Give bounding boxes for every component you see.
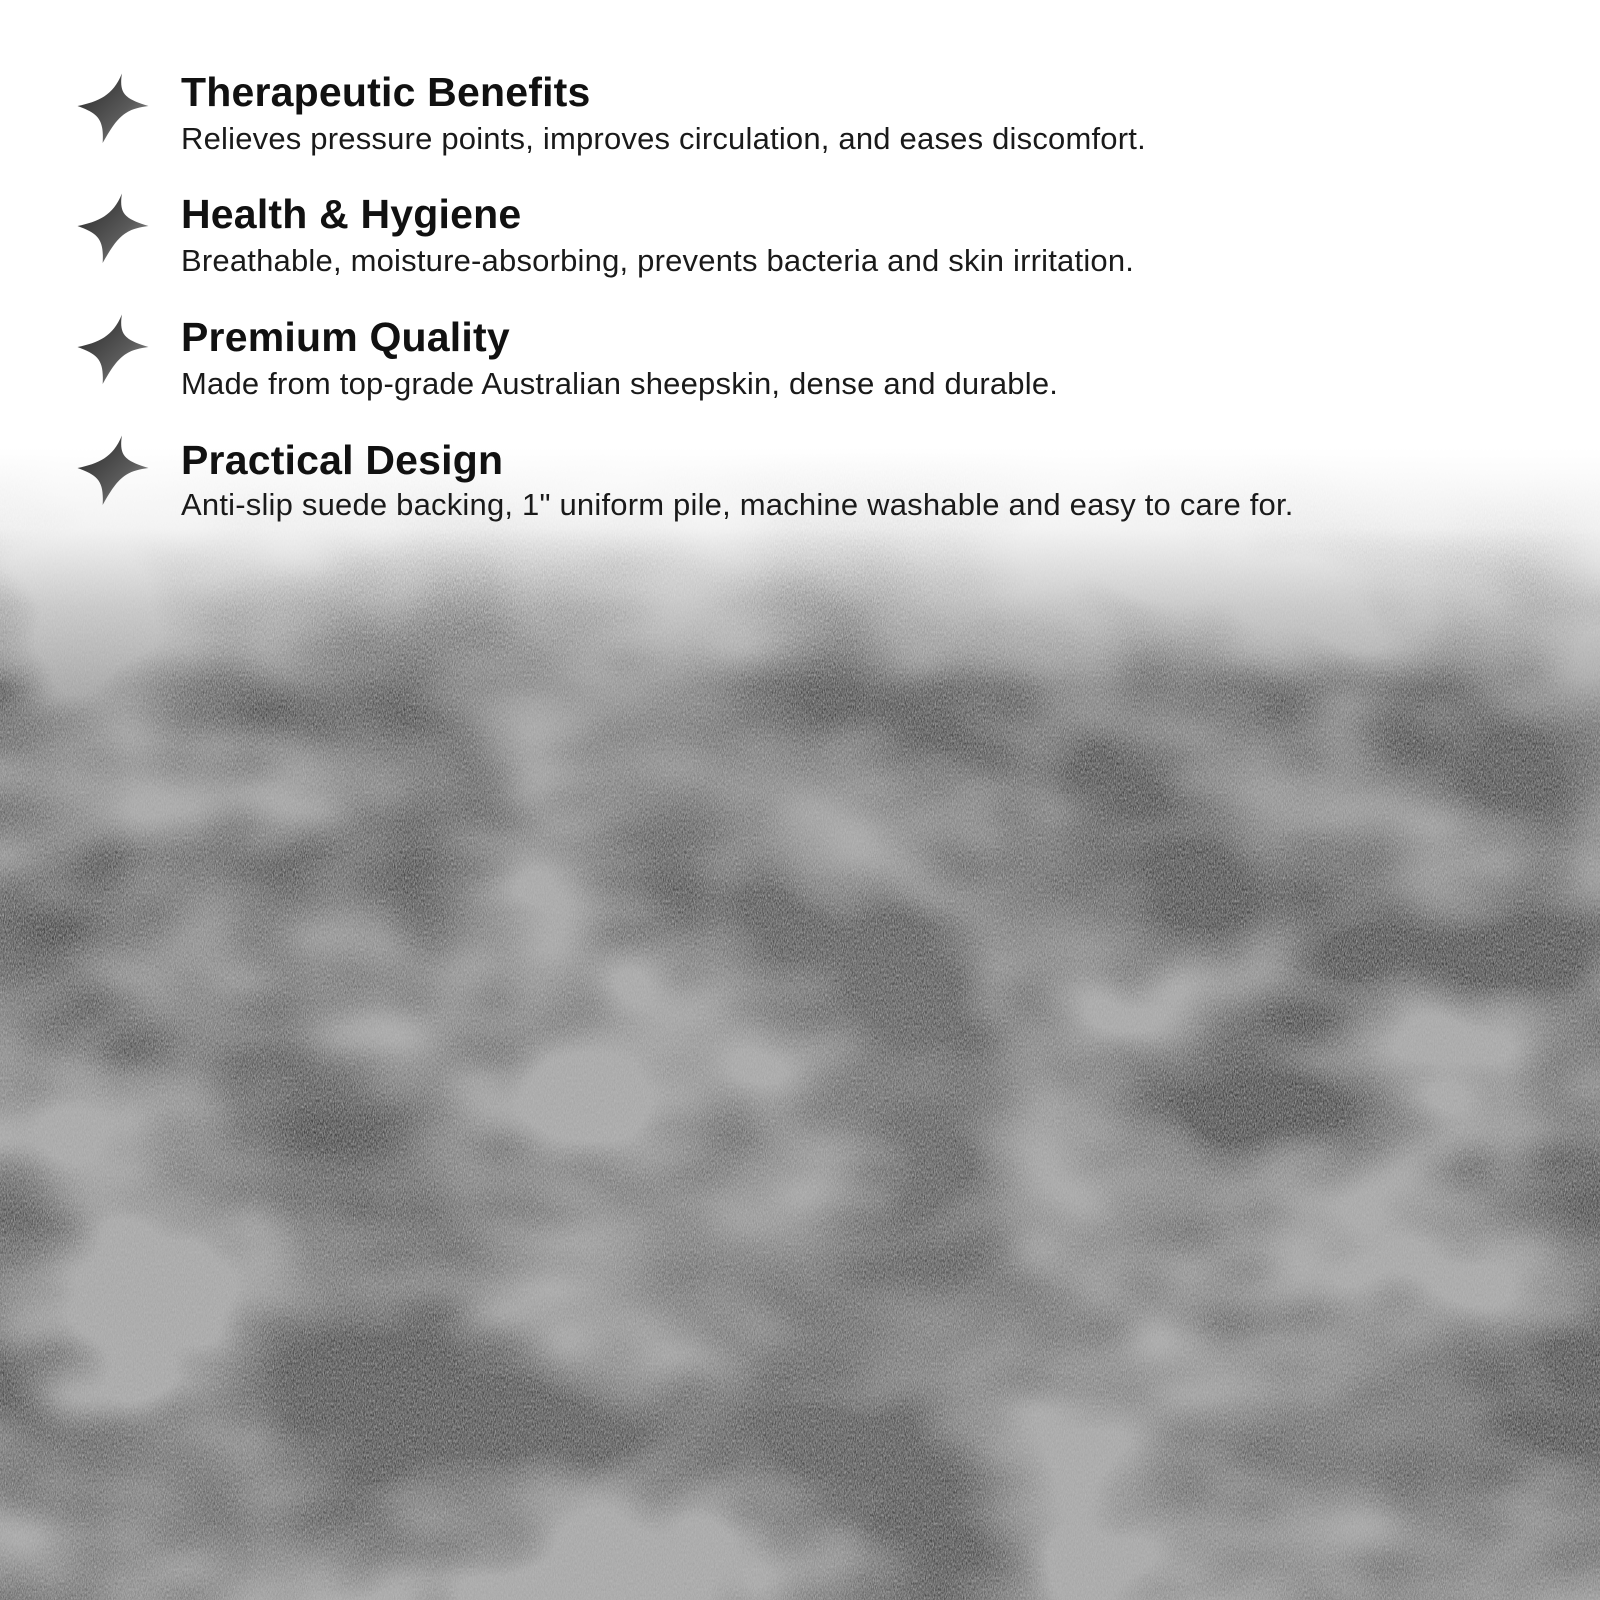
feature-item-premium-quality	[0, 305, 1600, 425]
four-point-star-icon	[76, 313, 150, 387]
feature-title: Therapeutic Benefits	[181, 69, 591, 115]
feature-list	[0, 0, 1600, 560]
feature-description: Anti-slip suede backing, 1" uniform pile, machine washable and easy to care for.	[181, 487, 1294, 522]
feature-title: Health & Hygiene	[181, 191, 522, 237]
feature-description: Breathable, moisture-absorbing, prevents bacteria and skin irritation.	[181, 243, 1135, 278]
feature-item-health-hygiene	[0, 182, 1600, 302]
feature-description: Relieves pressure points, improves circulation, and eases discomfort.	[181, 121, 1146, 156]
feature-title: Practical Design	[181, 437, 504, 483]
four-point-star-icon	[76, 434, 150, 508]
feature-title: Premium Quality	[181, 314, 510, 360]
four-point-star-icon	[76, 192, 150, 266]
feature-item-therapeutic-benefits	[0, 60, 1600, 180]
feature-item-practical-design	[0, 430, 1600, 550]
feature-description: Made from top-grade Australian sheepskin, dense and durable.	[181, 366, 1059, 401]
four-point-star-icon	[76, 72, 150, 146]
